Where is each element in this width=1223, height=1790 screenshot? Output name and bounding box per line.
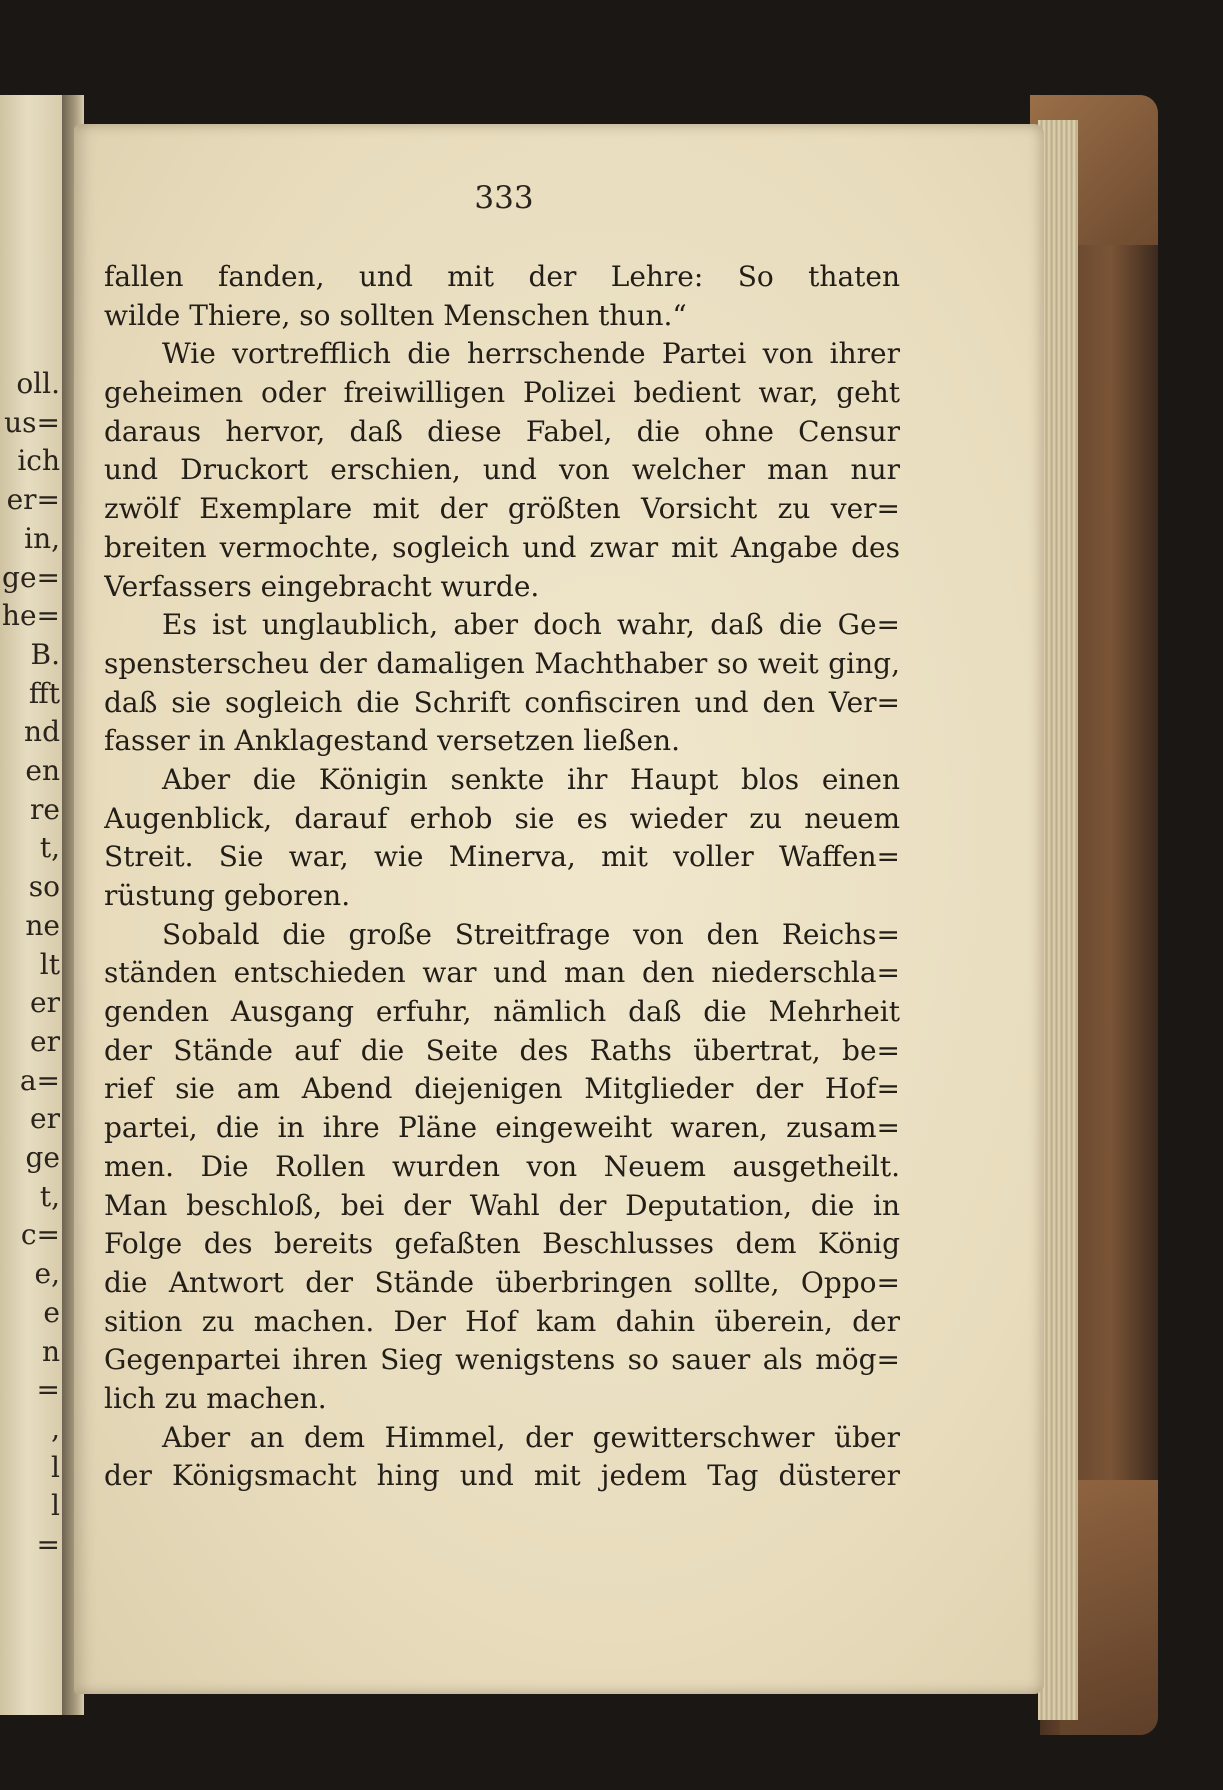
left-page-fragment: oll. [16,367,60,400]
left-page-fragment: us= [4,405,60,439]
left-page-fragment: = [36,1528,60,1562]
left-page-fragment: = [36,1373,60,1407]
left-page-fragment: in, [24,521,60,555]
text-line: Gegenpartei ihren Sieg wenigstens so sauer als mög= [104,1343,900,1377]
left-page-fragment: so [28,870,60,904]
text-line: Wie vortrefflich die herrschende Partei von ihrer [162,337,900,371]
page-number: 333 [474,180,534,216]
left-page-fragment: ge= [2,560,60,594]
left-page-fragment: e [43,1295,60,1329]
left-page-fragment: er [30,986,60,1020]
left-page-fragment: l [51,1489,60,1523]
left-page-fragment: er [30,1102,60,1136]
text-line: ständen entschieden war und man den niederschla= [104,956,900,990]
text-line: der Stände auf die Seite des Raths übertrat, be= [104,1033,900,1067]
left-page-fragment: l [51,1450,60,1484]
text-line: Verfassers eingebracht wurde. [104,569,540,603]
left-page-edge [0,95,70,1715]
text-line: Augenblick, darauf erhob sie es wieder zu neuem [104,801,900,835]
left-page-fragment: c= [20,1218,60,1252]
text-line: men. Die Rollen wurden von Neuem ausgetheilt. [104,1149,900,1183]
page-text-block [104,258,900,1496]
left-page-fragment: ich [17,444,60,478]
text-line: zwölf Exemplare mit der größten Vorsicht zu ver= [104,492,900,526]
left-page-fragment: he= [1,599,60,633]
text-line: Man beschloß, bei der Wahl der Deputation, die in [104,1188,900,1222]
left-page-fragment: er [30,1024,60,1058]
text-line: fallen fanden, und mit der Lehre: So thaten [104,260,900,293]
left-page-fragment: fft [28,676,60,710]
text-line: rüstung geboren. [104,879,351,912]
left-page-fragment: nd [24,715,60,749]
text-line: die Antwort der Stände überbringen sollte, Oppo= [104,1265,900,1299]
left-page-fragment: ne [25,908,60,942]
text-line: lich zu machen. [104,1381,327,1415]
left-page-fragment: n [41,1334,60,1368]
text-line: spensterscheu der damaligen Machthaber so weit ging, [104,646,900,680]
page-stack-edge [1038,120,1078,1720]
text-line: rief sie am Abend diejenigen Mitglieder der Hof= [104,1072,900,1106]
left-page-fragment: lt [39,947,60,981]
left-page-fragment: B. [30,637,60,671]
left-page-fragment: t, [39,831,60,865]
text-line: Sobald die große Streitfrage von den Reichs= [162,917,900,951]
text-line: fasser in Anklagestand versetzen ließen. [104,724,680,758]
text-line: Aber die Königin senkte ihr Haupt blos einen [162,762,900,796]
text-line: Es ist unglaublich, aber doch wahr, daß die Ge= [162,608,900,642]
text-line: sition zu machen. Der Hof kam dahin überein, der [104,1304,900,1338]
left-page-fragment: , [51,1411,60,1445]
left-page-fragment: a= [19,1063,60,1097]
text-line: Folge des bereits gefaßten Beschlusses dem König [104,1227,900,1261]
text-line: wilde Thiere, so sollten Menschen thun.“ [104,298,687,332]
text-line: und Druckort erschien, und von welcher man nur [104,453,900,487]
text-line: breiten vermochte, sogleich und zwar mit Angabe des [104,530,900,564]
left-page-fragment: er= [6,483,60,517]
text-line: daß sie sogleich die Schrift confisciren und den Ver= [104,685,900,719]
left-page-fragment: re [30,792,60,826]
left-page-fragment: en [25,754,60,788]
text-line: geheimen oder freiwilligen Polizei bedient war, geht [104,376,900,410]
left-page-fragment: ge [25,1141,60,1175]
left-page-text-fragments [0,365,60,1565]
text-line: partei, die in ihre Pläne eingeweiht waren, zusam= [104,1111,900,1145]
text-line: daraus hervor, daß diese Fabel, die ohne Censur [104,414,900,448]
text-line: genden Ausgang erfuhr, nämlich daß die Mehrheit [104,995,900,1029]
text-line: Aber an dem Himmel, der gewitterschwer über [162,1420,900,1454]
left-page-fragment: t, [39,1179,60,1213]
text-line: Streit. Sie war, wie Minerva, mit voller Waffen= [104,840,900,874]
left-page-fragment: e, [34,1257,60,1291]
text-line: der Königsmacht hing und mit jedem Tag düsterer [104,1459,900,1493]
